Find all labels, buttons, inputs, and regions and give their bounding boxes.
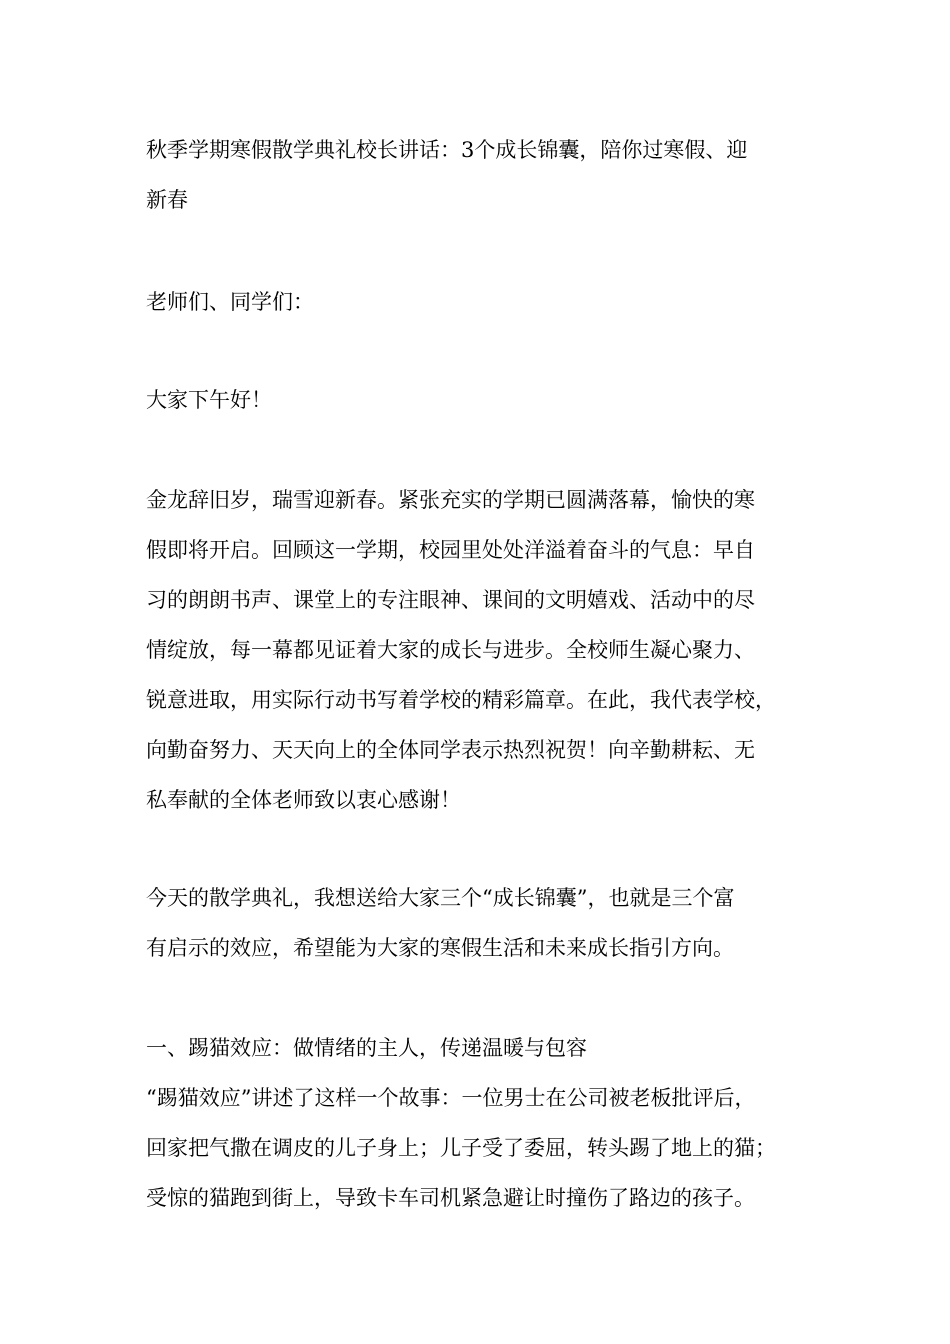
section1-heading: 一、踢猫效应：做情绪的主人，传递温暖与包容 (146, 1036, 587, 1060)
paragraph1-line: 私奉献的全体老师致以衷心感谢！ (146, 788, 461, 812)
section1-line: “踢猫效应”讲述了这样一个故事：一位男士在公司被老板批评后， (146, 1086, 756, 1110)
salutation: 老师们、同学们： (146, 290, 314, 314)
greeting: 大家下午好！ (146, 388, 272, 412)
section1-line: 回家把气撒在调皮的儿子身上；儿子受了委屈，转头踢了地上的猫； (146, 1136, 776, 1160)
paragraph1-line: 假即将开启。回顾这一学期，校园里处处洋溢着奋斗的气息：早自 (146, 538, 755, 562)
paragraph1-line: 金龙辞旧岁，瑞雪迎新春。紧张充实的学期已圆满落幕，愉快的寒 (146, 488, 755, 512)
paragraph1-line: 习的朗朗书声、课堂上的专注眼神、课间的文明嬉戏、活动中的尽 (146, 588, 755, 612)
title-line-2: 新春 (146, 188, 188, 212)
paragraph1-line: 情绽放，每一幕都见证着大家的成长与进步。全校师生凝心聚力、 (146, 638, 755, 662)
section1-line: 受惊的猫跑到街上，导致卡车司机紧急避让时撞伤了路边的孩子。 (146, 1186, 755, 1210)
paragraph2-line: 有启示的效应，希望能为大家的寒假生活和未来成长指引方向。 (146, 936, 734, 960)
paragraph1-line: 向勤奋努力、天天向上的全体同学表示热烈祝贺！向辛勤耕耘、无 (146, 738, 755, 762)
paragraph2-line: 今天的散学典礼，我想送给大家三个“成长锦囊”，也就是三个富 (146, 886, 735, 910)
paragraph1-line: 锐意进取，用实际行动书写着学校的精彩篇章。在此，我代表学校， (146, 688, 776, 712)
title-line-1: 秋季学期寒假散学典礼校长讲话：3个成长锦囊，陪你过寒假、迎 (146, 138, 748, 162)
